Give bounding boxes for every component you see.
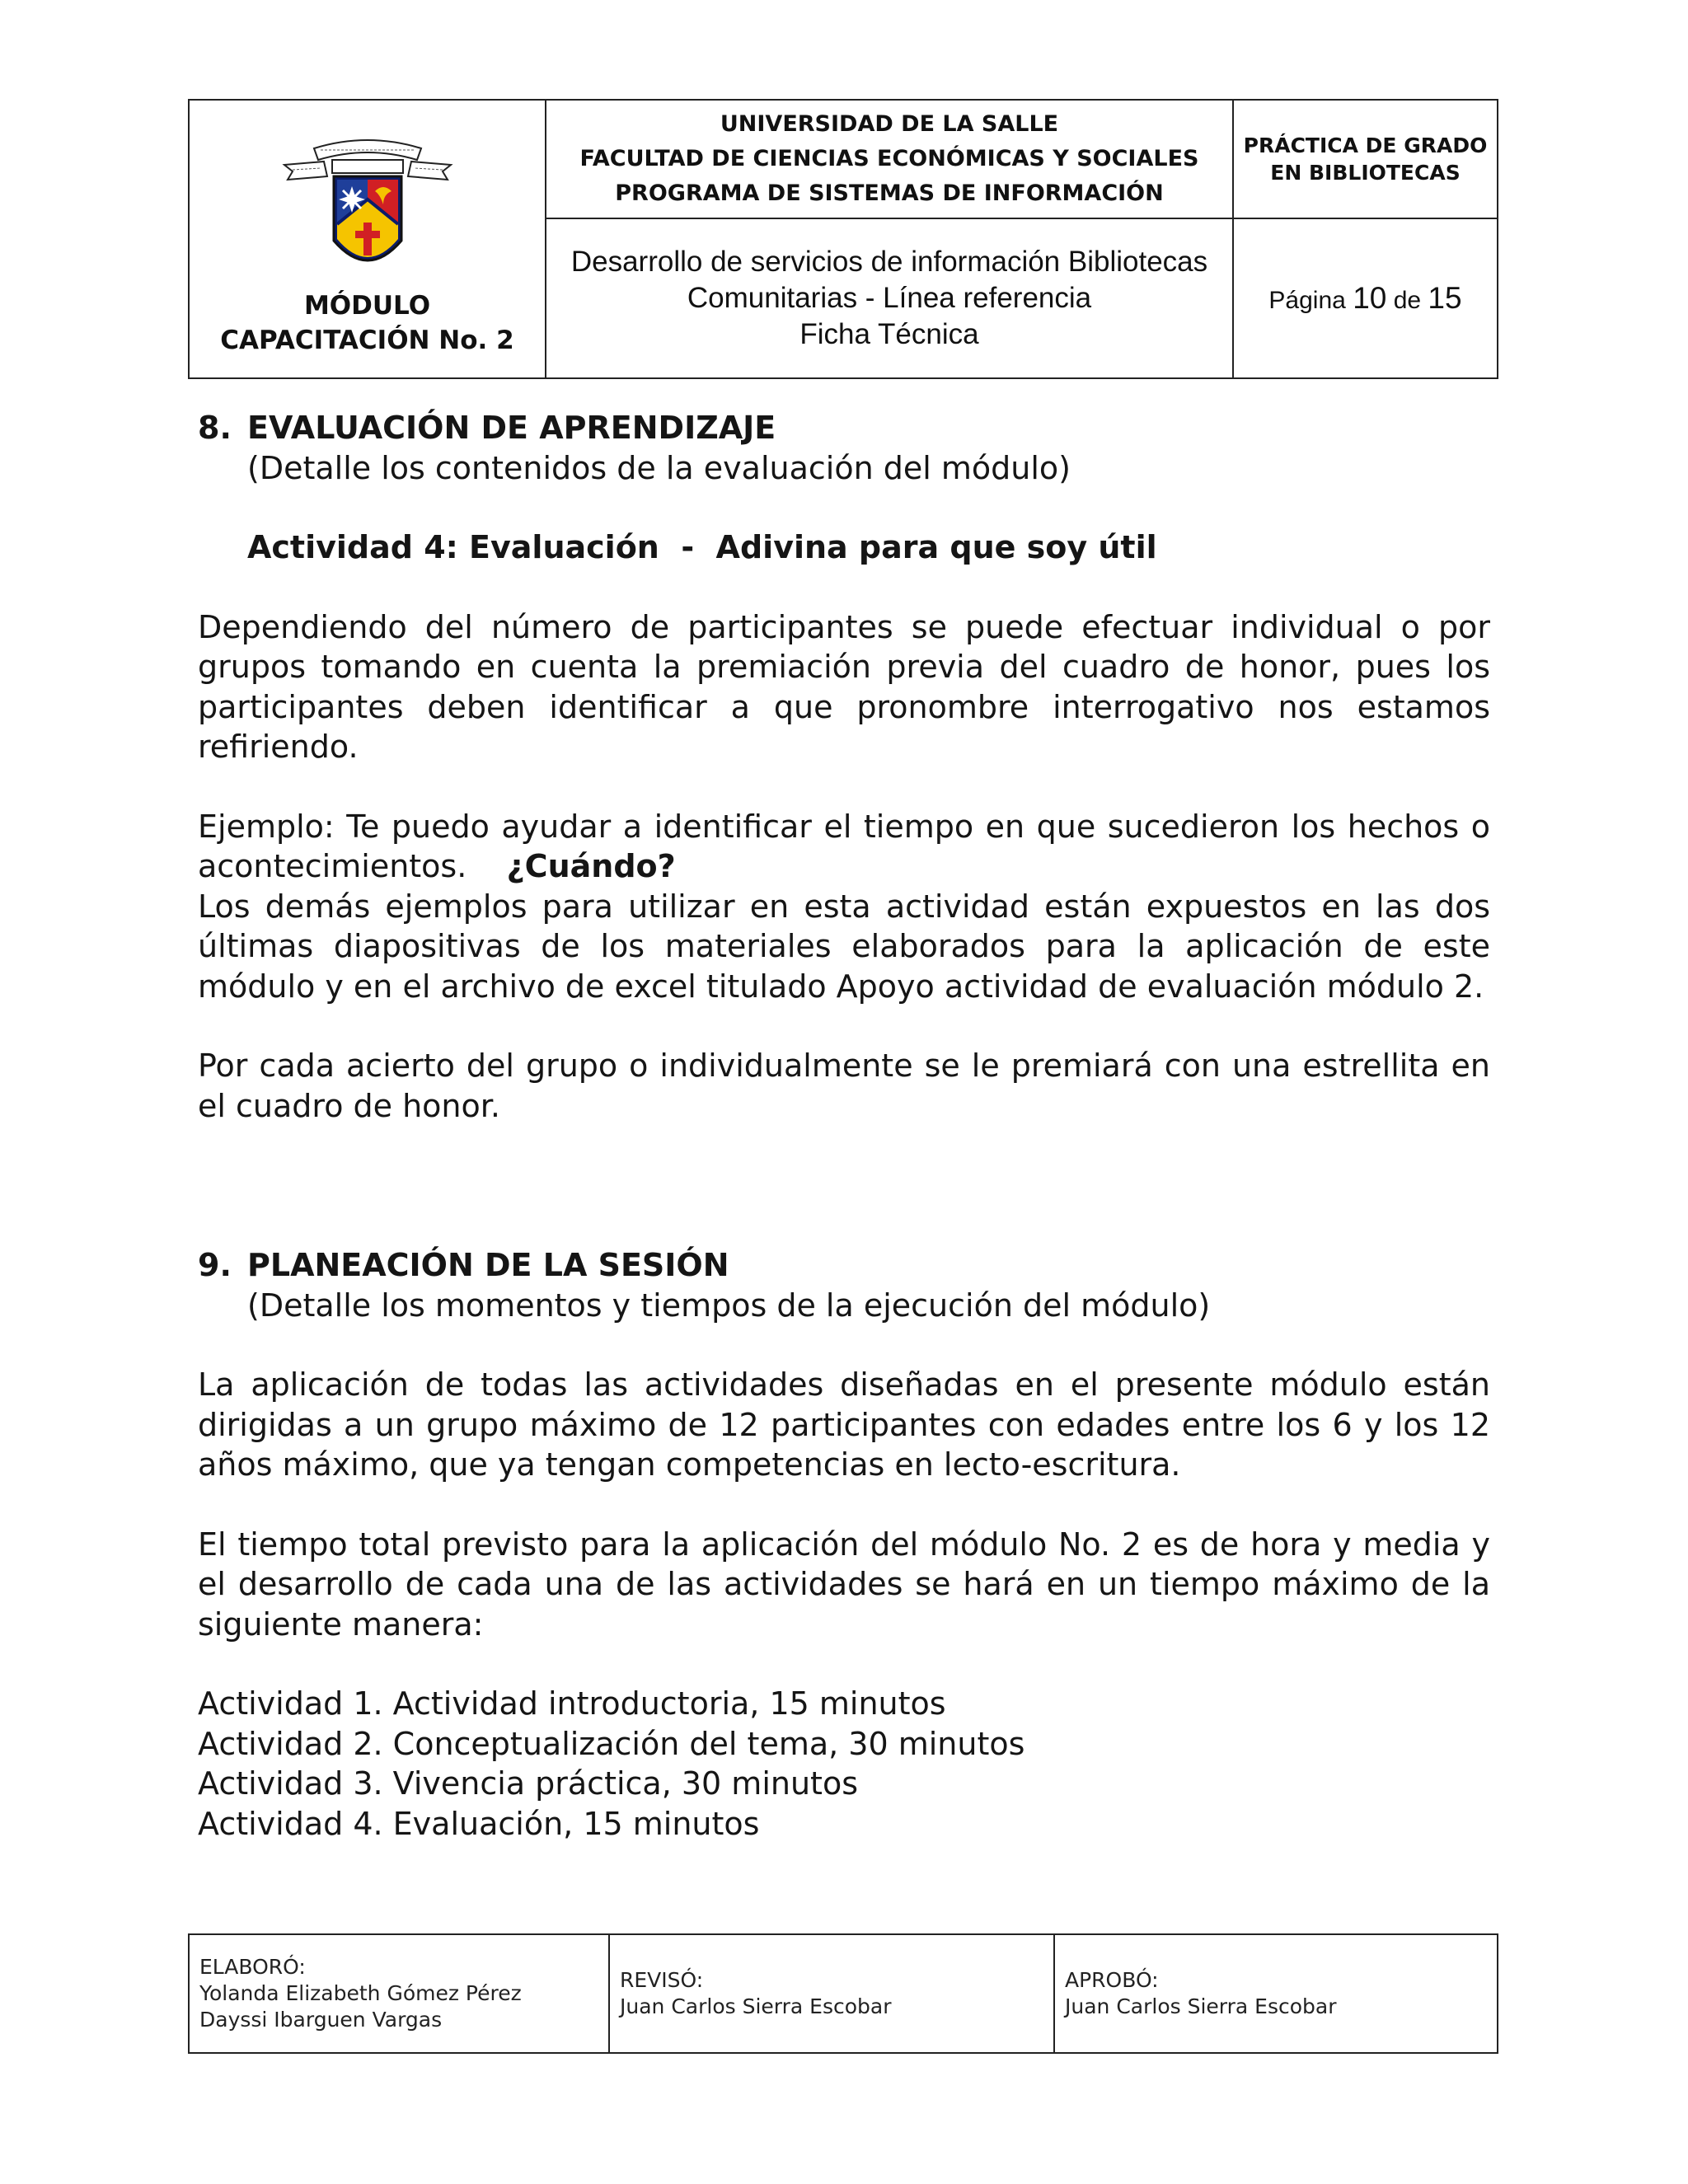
section-8-paragraph-2: Los demás ejemplos para utilizar en esta actividad están expuestos en las dos últimas diapositivas de los materiales elaborados para la aplicación de este módulo y en el archivo de excel titulado Apoyo actividad de evaluación módulo 2. bbox=[198, 888, 1490, 1005]
university-crest-logo bbox=[281, 134, 454, 282]
section-9-number: 9. bbox=[198, 1247, 232, 1283]
university-name: UNIVERSIDAD DE LA SALLE bbox=[720, 111, 1059, 137]
elaboro-name-1: Yolanda Elizabeth Gómez Pérez bbox=[199, 1981, 522, 2005]
activity-list-item: Actividad 3. Vivencia práctica, 30 minutos bbox=[198, 1765, 858, 1802]
section-8-number: 8. bbox=[198, 410, 232, 446]
page-current: 10 bbox=[1353, 281, 1387, 315]
modulo-label-line1: MÓDULO bbox=[303, 291, 431, 321]
page-indicator bbox=[1268, 281, 1461, 316]
page-of: de bbox=[1393, 287, 1422, 314]
elaboro-name-2: Dayssi Ibarguen Vargas bbox=[199, 2008, 443, 2032]
header-logo-cell bbox=[190, 101, 546, 377]
section-8-paragraph-3: Por cada acierto del grupo o individualmente se le premiará con una estrellita en el cuadro de honor. bbox=[198, 1047, 1490, 1124]
description-line2: Comunitarias - Línea referencia bbox=[687, 282, 1092, 314]
description-line3: Ficha Técnica bbox=[799, 318, 979, 350]
activity-4-title: Actividad 4: Evaluación - Adivina para que soy útil bbox=[247, 529, 1157, 565]
section-9-subtitle: (Detalle los momentos y tiempos de la ejecución del módulo) bbox=[247, 1286, 1211, 1324]
modulo-label bbox=[220, 288, 513, 358]
faculty-name: FACULTAD DE CIENCIAS ECONÓMICAS Y SOCIALES bbox=[579, 146, 1199, 171]
header-university-cell bbox=[546, 101, 1234, 219]
header-page-cell bbox=[1234, 219, 1497, 377]
footer-table bbox=[188, 1933, 1498, 2054]
reviso-name: Juan Carlos Sierra Escobar bbox=[620, 1994, 892, 2018]
reviso-label: REVISÓ: bbox=[620, 1968, 704, 1992]
modulo-label-line2: CAPACITACIÓN No. 2 bbox=[220, 326, 514, 355]
elaboro-label: ELABORÓ: bbox=[199, 1955, 306, 1979]
page-word: Página bbox=[1268, 287, 1346, 314]
footer-aprobo-cell bbox=[1055, 1935, 1497, 2052]
footer-elaboro-cell bbox=[190, 1935, 610, 2052]
program-name: PROGRAMA DE SISTEMAS DE INFORMACIÓN bbox=[615, 180, 1164, 206]
section-9-paragraph-1: La aplicación de todas las actividades diseñadas en el presente módulo están dirigidas a un grupo máximo de 12 participantes con edades entre los 6 y los 12 años máximo, que ya tengan competencias en lecto-escritura. bbox=[198, 1366, 1490, 1483]
example-answer: ¿Cuándo? bbox=[506, 848, 676, 884]
activity-list-item: Actividad 4. Evaluación, 15 minutos bbox=[198, 1805, 760, 1842]
section-8-example bbox=[198, 807, 1490, 887]
section-9-title: PLANEACIÓN DE LA SESIÓN bbox=[247, 1247, 729, 1283]
header-table bbox=[188, 99, 1498, 379]
activity-list-item: Actividad 2. Conceptualización del tema, 30 minutos bbox=[198, 1725, 1025, 1762]
practica-line2: EN BIBLIOTECAS bbox=[1270, 161, 1461, 185]
description-line1: Desarrollo de servicios de información Bibliotecas bbox=[570, 246, 1208, 278]
page-total: 15 bbox=[1428, 281, 1462, 315]
section-8-title: EVALUACIÓN DE APRENDIZAJE bbox=[247, 410, 776, 446]
section-8-heading bbox=[198, 408, 1490, 448]
activity-list-item: Actividad 1. Actividad introductoria, 15 minutos bbox=[198, 1685, 946, 1722]
section-8-subtitle: (Detalle los contenidos de la evaluación del módulo) bbox=[247, 449, 1071, 486]
section-9-heading bbox=[198, 1245, 1490, 1286]
document-body bbox=[198, 408, 1490, 1844]
section-9-paragraph-2: El tiempo total previsto para la aplicación del módulo No. 2 es de hora y media y el desarrollo de cada una de las actividades se hará en un tiempo máximo de la siguiente manera: bbox=[198, 1526, 1490, 1643]
footer-reviso-cell bbox=[610, 1935, 1055, 2052]
aprobo-label: APROBÓ: bbox=[1065, 1968, 1159, 1992]
activities-list bbox=[198, 1684, 1490, 1844]
header-practica-cell bbox=[1234, 101, 1497, 219]
example-text: Ejemplo: Te puedo ayudar a identificar el tiempo en que sucedieron los hechos o acontecimientos. bbox=[198, 808, 1490, 884]
section-8-paragraph-1: Dependiendo del número de participantes se puede efectuar individual o por grupos tomando en cuenta la premiación previa del cuadro de honor, pues los participantes deben identificar a que pronombre interrogativo nos estamos refiriendo. bbox=[198, 608, 1490, 765]
aprobo-name: Juan Carlos Sierra Escobar bbox=[1065, 1994, 1337, 2018]
practica-line1: PRÁCTICA DE GRADO bbox=[1243, 134, 1488, 157]
header-description-cell bbox=[546, 219, 1234, 377]
